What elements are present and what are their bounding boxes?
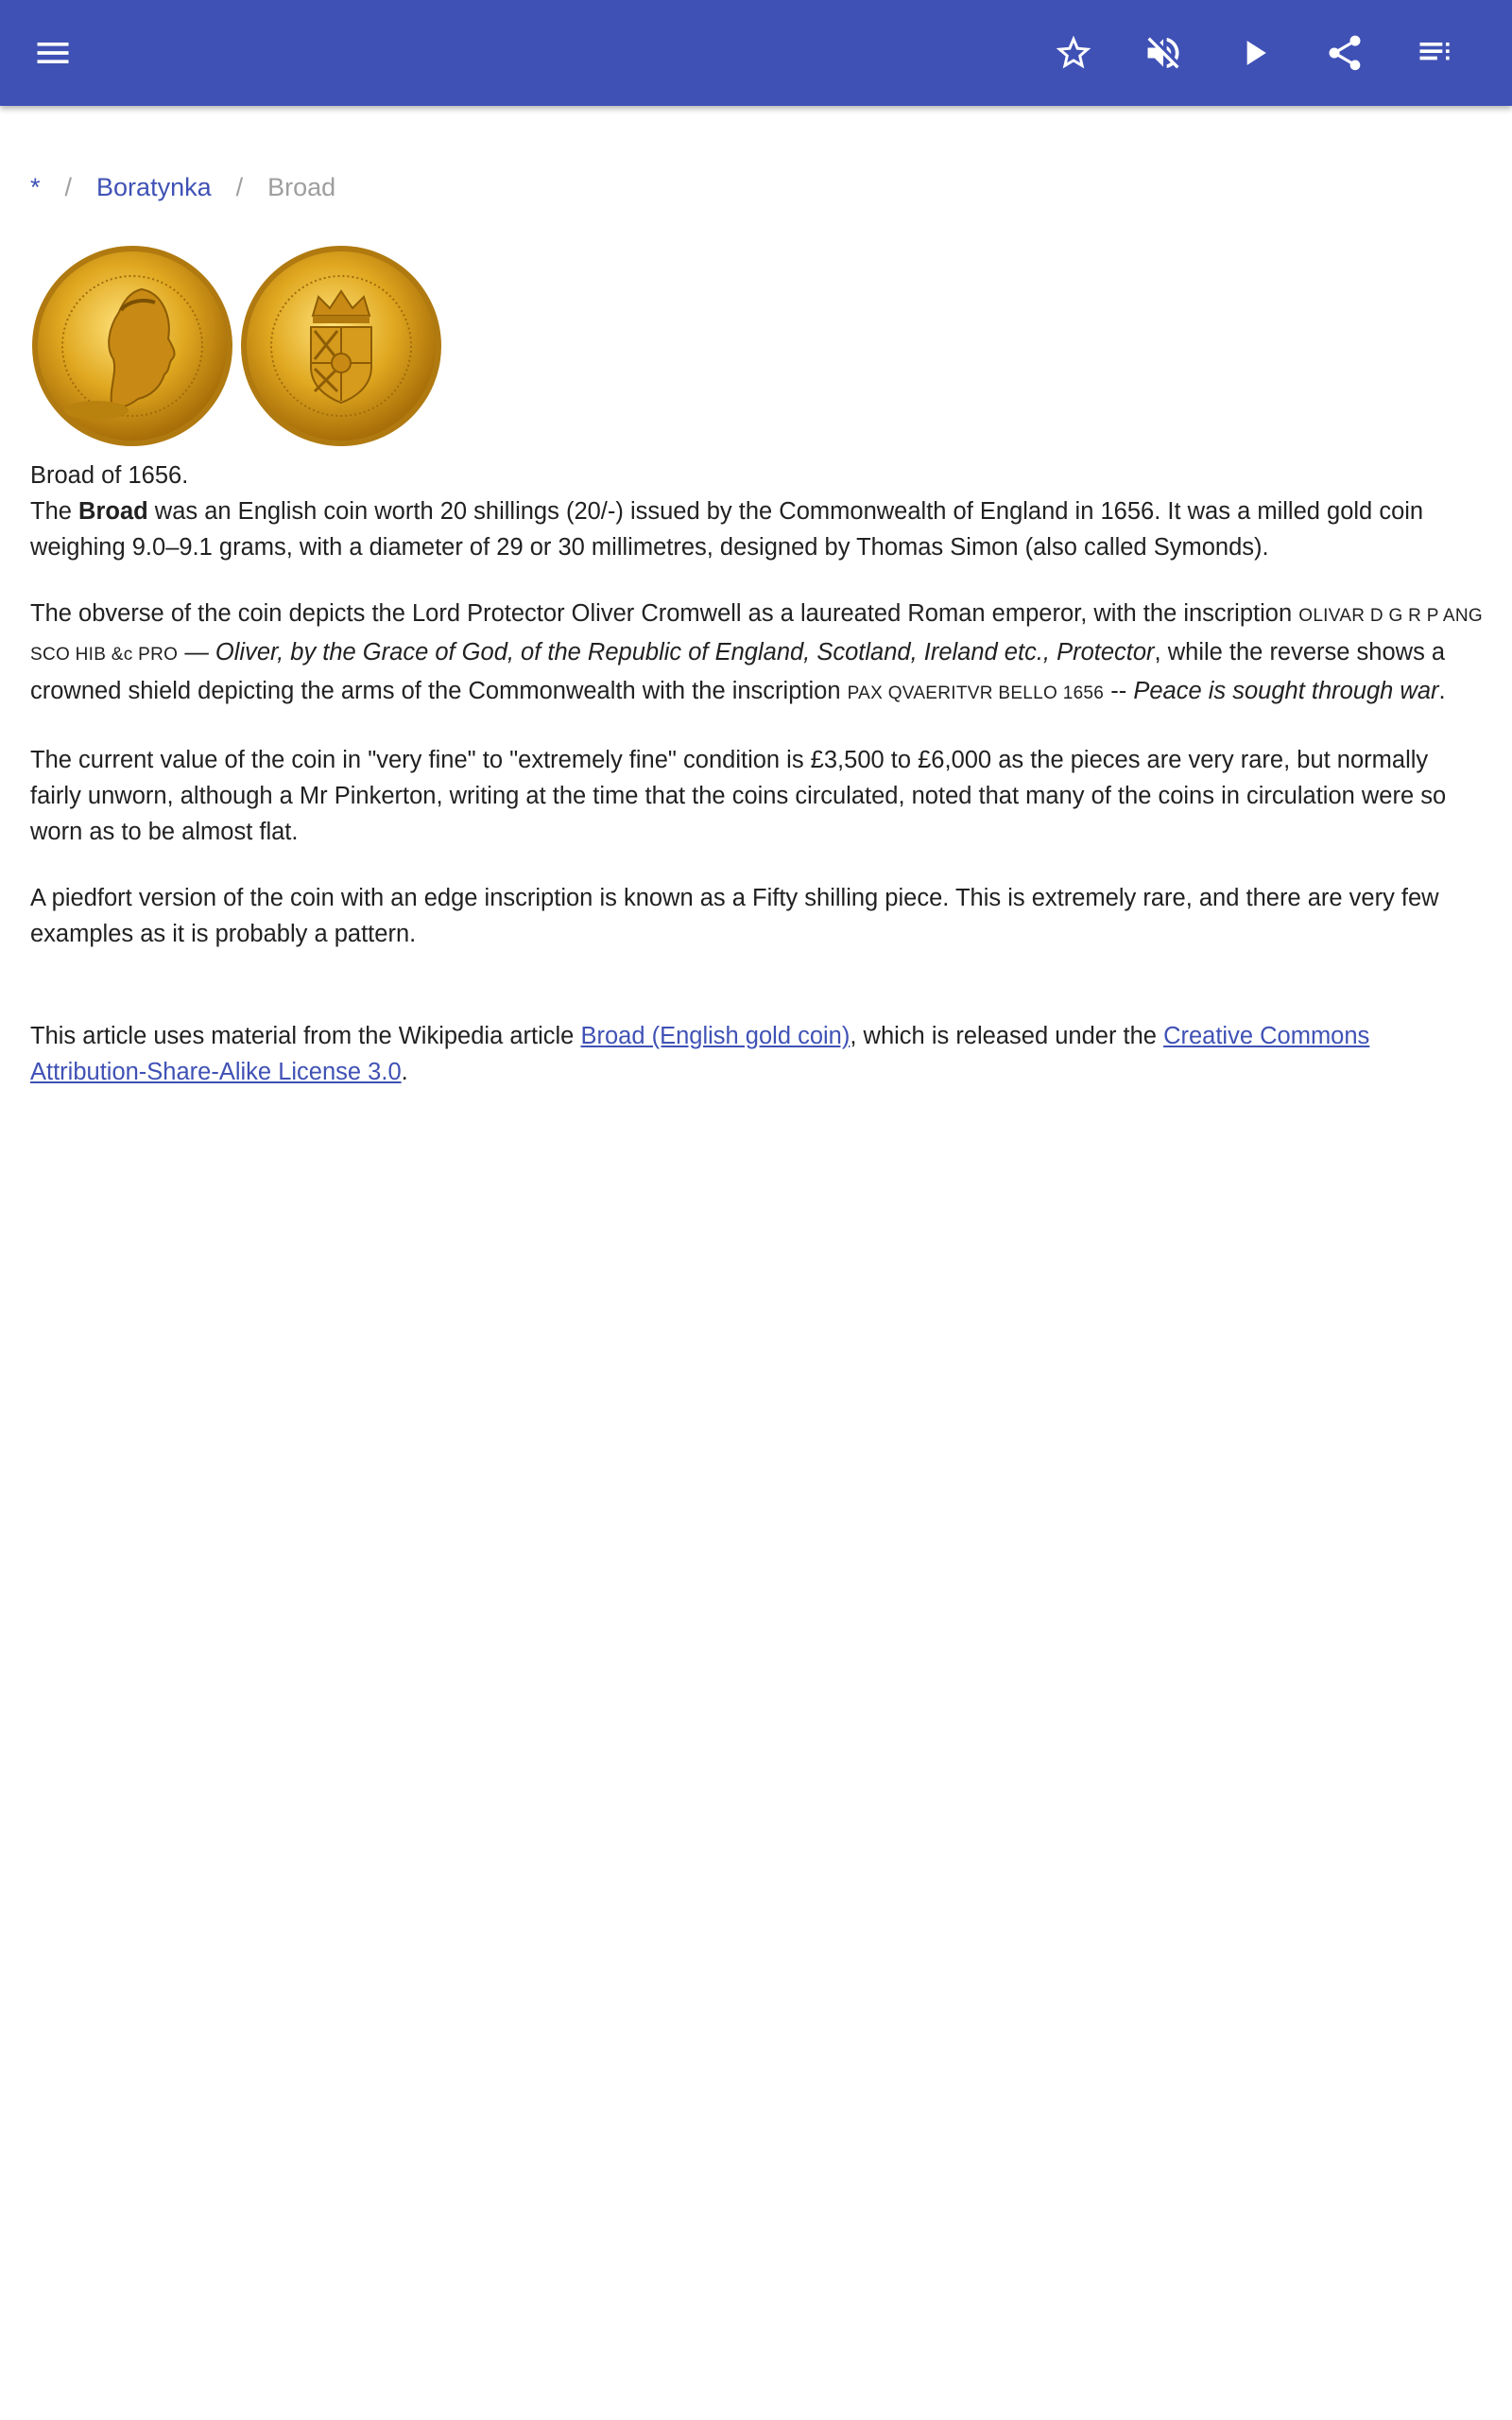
- volume-off-icon: [1143, 32, 1184, 74]
- menu-button[interactable]: [23, 23, 83, 83]
- inscription-reverse-translation: Peace is sought through war: [1133, 678, 1439, 704]
- mute-button[interactable]: [1133, 23, 1194, 83]
- share-button[interactable]: [1314, 23, 1375, 83]
- bookmark-button[interactable]: [1043, 23, 1104, 83]
- image-caption: Broad of 1656.: [30, 462, 189, 489]
- share-icon: [1324, 32, 1366, 74]
- inscription-obverse: OLIVAR D G R P ANG SCO HIB &c PRO: [30, 606, 1483, 665]
- article-paragraph: The obverse of the coin depicts the Lord Protector Oliver Cromwell as a laureated Roman emperor, with the inscription OLIVAR D G R P ANG SCO HIB &c PRO — Oliver, by the Grace of God, of the Republic of England, Scotland, Ireland etc., Protector, while the reverse shows a crowned shield depicting the arms of the Commonwealth with the inscription PAX QVAERITVR BELLO 1656 -- Peace is sought through war.: [30, 600, 1483, 704]
- inscription-obverse-translation: Oliver, by the Grace of God, of the Republic of England, Scotland, Ireland etc., Protector: [215, 639, 1155, 666]
- license-link[interactable]: Creative Commons Attribution-Share-Alike License 3.0: [30, 1023, 1370, 1085]
- breadcrumb-current: Broad: [267, 172, 336, 201]
- playlist-icon: [1415, 32, 1456, 74]
- article-paragraph: The Broad was an English coin worth 20 shillings (20/-) issued by the Commonwealth of England in 1656. It was a milled gold coin weighing 9.0–9.1 grams, with a diameter of 29 or 30 millimetres, designed by Thomas Simon (also called Symonds).: [30, 498, 1424, 561]
- coin-obverse-image[interactable]: [30, 244, 234, 448]
- inscription-reverse: PAX QVAERITVR BELLO 1656: [847, 683, 1105, 703]
- attribution-text: This article uses material from the Wikipedia article Broad (English gold coin), which is released under the Creative Commons Attribution-Share-Alike License 3.0.: [30, 1023, 1370, 1085]
- play-icon: [1233, 32, 1275, 74]
- app-bar: [0, 0, 1512, 106]
- article-paragraph: A piedfort version of the coin with an edge inscription is known as a Fifty shilling piece. This is extremely rare, and there are very few examples as it is probably a pattern.: [30, 885, 1439, 947]
- breadcrumb-separator: /: [235, 172, 244, 201]
- breadcrumb-separator: /: [64, 172, 73, 201]
- contents-button[interactable]: [1405, 23, 1466, 83]
- coin-images: [30, 244, 443, 448]
- menu-icon: [32, 32, 74, 74]
- article-paragraph: The current value of the coin in "very fine" to "extremely fine" condition is £3,500 to £6,000 as the pieces are very rare, but normally fairly unworn, although a Mr Pinkerton, writing at the time that the coins circulated, noted that many of the coins in circulation were so worn as to be almost flat.: [30, 747, 1447, 845]
- breadcrumb-parent-link[interactable]: Boratynka: [96, 172, 212, 201]
- wikipedia-article-link[interactable]: Broad (English gold coin): [580, 1023, 850, 1049]
- breadcrumb: [30, 166, 335, 208]
- coin-reverse-image[interactable]: [239, 244, 443, 448]
- play-button[interactable]: [1224, 23, 1284, 83]
- breadcrumb-home-link[interactable]: *: [30, 172, 41, 201]
- article-content: [30, 458, 1486, 1120]
- article-title-bold: Broad: [78, 498, 148, 525]
- star-outline-icon: [1053, 32, 1094, 74]
